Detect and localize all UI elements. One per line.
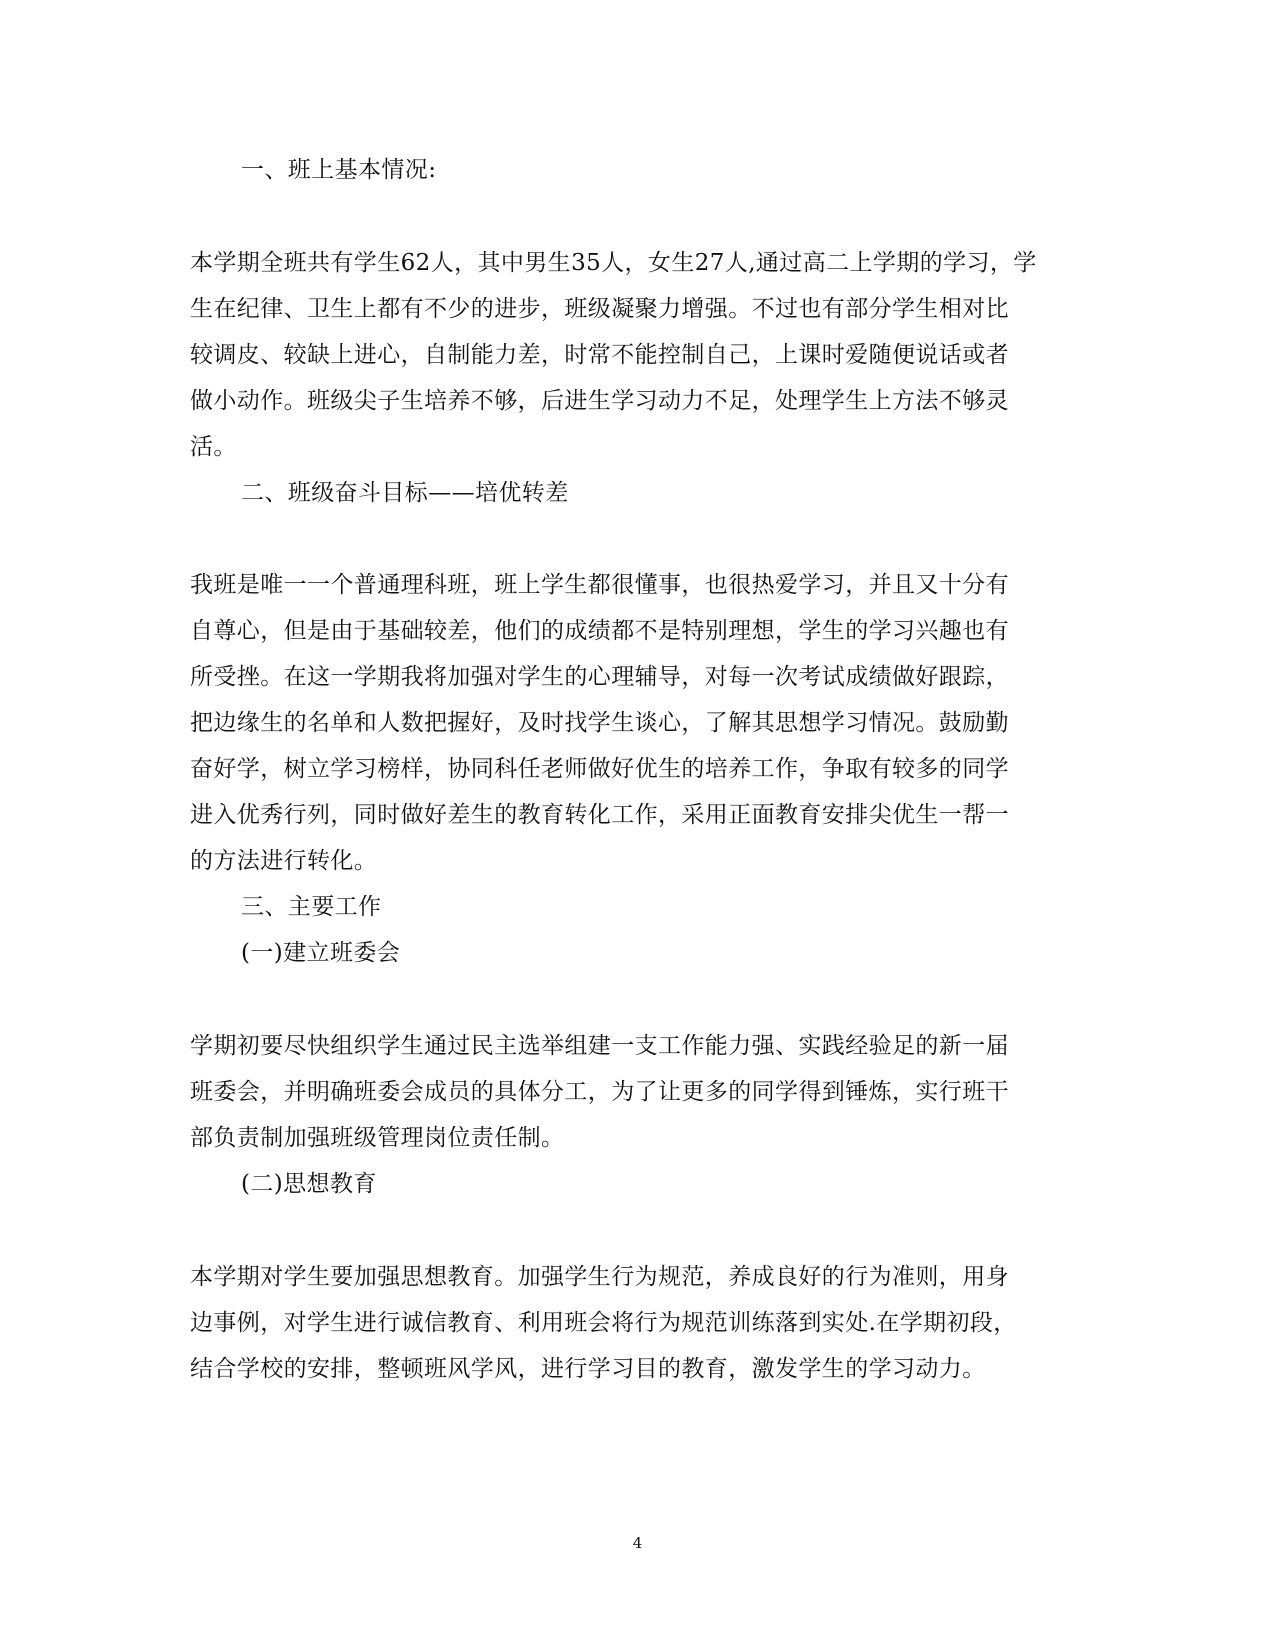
paragraph-line: 较调皮、较缺上进心，自制能力差，时常不能控制自己，上课时爱随便说话或者 <box>190 342 1009 368</box>
paragraph-line: 结合学校的安排，整顿班风学风，进行学习目的教育，激发学生的学习动力。 <box>190 1356 986 1382</box>
paragraph-line: 本学期全班共有学生62人，其中男生35人，女生27人,通过高二上学期的学习，学 <box>190 250 1037 276</box>
section-heading: 三、主要工作 <box>241 894 382 920</box>
section-heading: 一、班上基本情况: <box>241 157 437 183</box>
paragraph-line: 自尊心，但是由于基础较差，他们的成绩都不是特别理想，学生的学习兴趣也有 <box>190 618 1009 644</box>
page-number: 4 <box>632 1534 643 1552</box>
paragraph-line: 做小动作。班级尖子生培养不够，后进生学习动力不足，处理学生上方法不够灵 <box>190 388 1009 414</box>
subsection-heading: (二)思想教育 <box>241 1171 377 1197</box>
paragraph-line: 学期初要尽快组织学生通过民主选举组建一支工作能力强、实践经验足的新一届 <box>190 1033 1009 1059</box>
paragraph-line: 活。 <box>190 434 237 460</box>
paragraph-line: 生在纪律、卫生上都有不少的进步，班级凝聚力增强。不过也有部分学生相对比 <box>190 296 1009 322</box>
section-heading: 二、班级奋斗目标——培优转差 <box>241 480 569 506</box>
paragraph-line: 我班是唯一一个普通理科班，班上学生都很懂事，也很热爱学习，并且又十分有 <box>190 572 1009 598</box>
paragraph-line: 部负责制加强班级管理岗位责任制。 <box>190 1125 565 1151</box>
paragraph-line: 班委会，并明确班委会成员的具体分工，为了让更多的同学得到锤炼，实行班干 <box>190 1079 1009 1105</box>
paragraph-line: 进入优秀行列，同时做好差生的教育转化工作，采用正面教育安排尖优生一帮一 <box>190 802 1009 828</box>
paragraph-line: 所受挫。在这一学期我将加强对学生的心理辅导，对每一次考试成绩做好跟踪， <box>190 664 1009 690</box>
paragraph-line: 把边缘生的名单和人数把握好，及时找学生谈心，了解其思想学习情况。鼓励勤 <box>190 710 1009 736</box>
subsection-heading: (一)建立班委会 <box>241 940 401 966</box>
paragraph-line: 的方法进行转化。 <box>190 848 378 874</box>
paragraph-line: 奋好学，树立学习榜样，协同科任老师做好优生的培养工作，争取有较多的同学 <box>190 756 1009 782</box>
paragraph-line: 边事例，对学生进行诚信教育、利用班会将行为规范训练落到实处.在学期初段， <box>190 1310 1017 1336</box>
paragraph-line: 本学期对学生要加强思想教育。加强学生行为规范，养成良好的行为准则，用身 <box>190 1264 1009 1290</box>
